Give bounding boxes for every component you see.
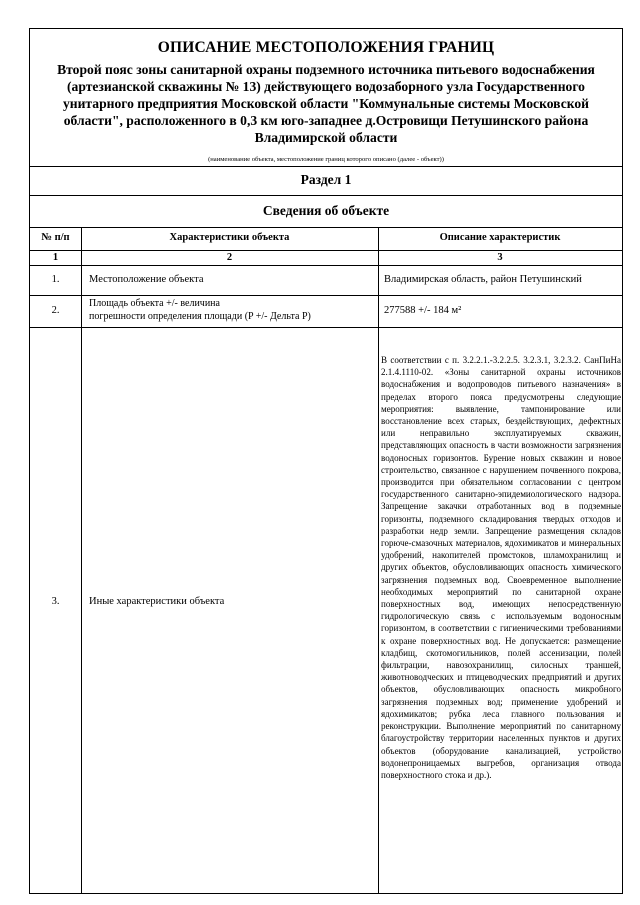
table-row-divider (30, 250, 622, 251)
characteristic-line: Площадь объекта +/- величина (89, 298, 220, 309)
column-number: 2 (226, 252, 233, 263)
row-number: 2. (51, 305, 60, 316)
column-number: 1 (52, 252, 59, 263)
table-row-divider (30, 265, 622, 266)
divider (30, 227, 622, 228)
column-number: 3 (497, 252, 503, 263)
row-number: 1. (51, 274, 60, 285)
document-title: ОПИСАНИЕ МЕСТОПОЛОЖЕНИЯ ГРАНИЦ (157, 39, 495, 56)
row-description: В соответствии с п. 3.2.2.1.-3.2.2.5. 3.2.3.1, 3.2.3.2. СанПиНа 2.1.4.1110-02. «Зоны санитарной охраны источников водоснабжения и водопроводов питьевого назначения» в пределах второго пояса предусмотрены следующие мероприятия: выявление, тампонирование или восстановление всех старых, бездействующих, дефектных или неправильно эксплуатируемых скважин, представляющих опасность в части возможности загрязнения водоносных горизонтов. Бурение новых скважин и новое строительство, связанное с нарушением почвенного покрова, производится при обязательном согласовании с центром государственного санитарно-эпидемиологического надзора. Запрещение закачки отработанных вод в подземные горизонты, подземного складирования твердых отходов и разработки недр земли. Запрещение размещения складов горюче-смазочных материалов, ядохимикатов и минеральных удобрений, накопителей промстоков, шламохранилищ и других объектов, обусловливающих опасность химического загрязнения подземных вод. Своевременное выполнение необходимых мероприятий по санитарной охране поверхностных вод, имеющих непосредственную гидрологическую связь с используемым водоносным горизонтом, в соответствии с гигиеническими требованиями к охране поверхностных вод. Не допускается: размещение кладбищ, скотомогильников, полей ассенизации, полей фильтрации, навозохранилищ, силосных траншей, животноводческих и птицеводческих предприятий и других объектов, обусловливающих опасность микробного загрязнения подземных вод; применение удобрений и ядохимикатов; рубка леса главного пользования и реконструкции. Выполнение мероприятий по санитарному благоустройству территории населенных пунктов и других объектов (оборудование канализацией, устройство водонепроницаемых выгребов, организация отвода поверхностного стока и др.). (381, 355, 621, 780)
row-description: Владимирская область, район Петушинский (384, 274, 582, 285)
row-characteristic (89, 297, 376, 323)
characteristic-line: погрешности определения площади (P +/- Дельта P) (89, 311, 311, 322)
divider (30, 195, 622, 196)
column-header-number: № п/п (41, 232, 70, 243)
object-name-caption: (наименование объекта, местоположение границ которого описано (далее - объект)) (208, 156, 444, 163)
table-row-divider (30, 327, 622, 328)
section-title: Сведения об объекте (262, 203, 390, 218)
table-row-divider (30, 295, 622, 296)
document-frame (29, 28, 623, 894)
row-characteristic: Местоположение объекта (89, 274, 204, 285)
column-header-characteristic: Характеристики объекта (169, 232, 290, 243)
row-number: 3. (51, 596, 60, 607)
section-label: Раздел 1 (300, 172, 352, 187)
column-header-description: Описание характеристик (439, 232, 561, 243)
divider (30, 166, 622, 167)
row-characteristic: Иные характеристики объекта (89, 596, 225, 607)
object-name: Второй пояс зоны санитарной охраны подземного источника питьевого водоснабжения (артезианской скважины № 13) действующего водозаборного узла Государственного унитарного предприятия Московской области "Коммунальные системы Московской области", расположенного в 0,3 км юго-западнее д.Островищи Петушинского района Владимирской области (57, 62, 595, 145)
row-description: 277588 +/- 184 м² (384, 305, 462, 316)
